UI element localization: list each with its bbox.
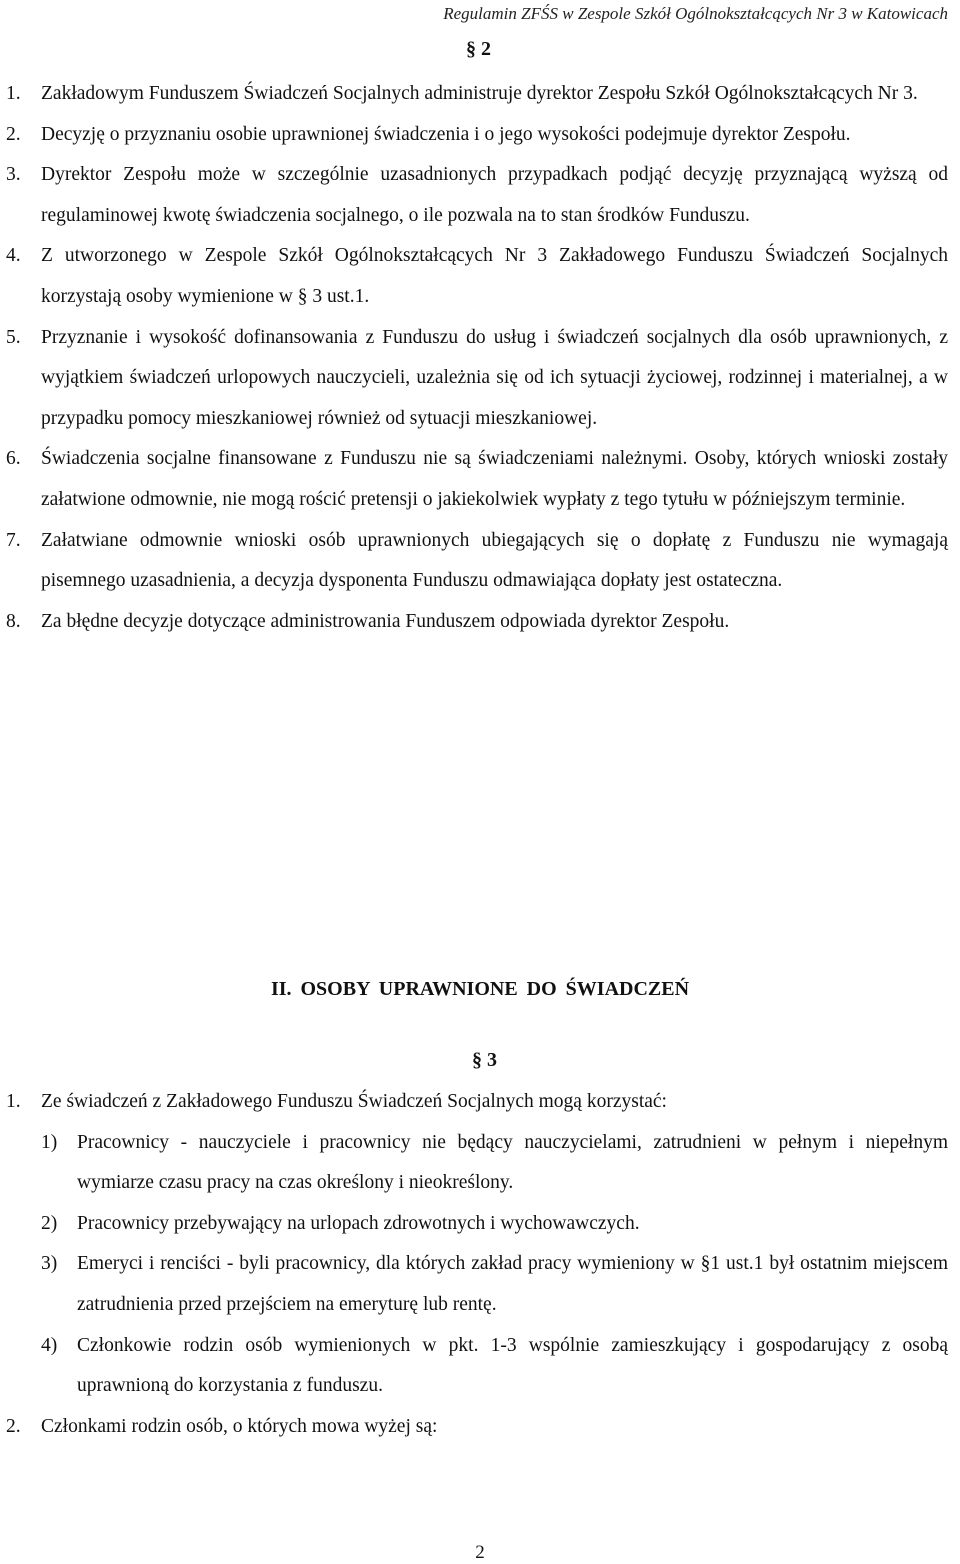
section-mark-2: § 2: [466, 38, 491, 60]
item-text: Decyzję o przyznaniu osobie uprawnionej świadczenia i o jego wysokości podejmuje dyrektor Zespołu.: [41, 123, 851, 145]
sub-item-text: Członkowie rodzin osób wymienionych w pkt. 1-3 wspólnie zamieszkujący i gospodarujący z osobą uprawnioną do korzystania z funduszu.: [77, 1334, 948, 1397]
item-number: 3.: [6, 164, 21, 186]
chapter-heading: II. OSOBY UPRAWNIONE DO ŚWIADCZEŃ: [270, 978, 690, 1000]
item-number: 5.: [6, 326, 21, 348]
list-item: [6, 74, 948, 115]
list-item: [6, 155, 948, 236]
list-item: [6, 439, 948, 520]
list-item: [6, 236, 948, 317]
page-number: 2: [475, 1542, 485, 1563]
item-text: Za błędne decyzje dotyczące administrowania Funduszem odpowiada dyrektor Zespołu.: [41, 610, 730, 632]
sub-item-number: 1): [41, 1131, 58, 1153]
sub-item-text: Emeryci i renciści - byli pracownicy, dla których zakład pracy wymieniony w §1 ust.1 był ostatnim miejscem zatrudnienia przed przejściem na emeryturę lub rentę.: [77, 1253, 948, 1315]
sub-list-item: [6, 1326, 948, 1407]
item-number: 2.: [6, 123, 21, 145]
item-number: 6.: [6, 448, 21, 470]
item-text: Ze świadczeń z Zakładowego Funduszu Świadczeń Socjalnych mogą korzystać:: [41, 1091, 667, 1112]
item-text: Świadczenia socjalne finansowane z Funduszu nie są świadczeniami należnymi. Osoby, których wnioski zostały załatwione odmownie, nie mogą rościć pretensji o jakiekolwiek wypłaty z tego tytułu w późniejszym terminie.: [41, 448, 948, 510]
item-text: Zakładowym Funduszem Świadczeń Socjalnych administruje dyrektor Zespołu Szkół Ogólnokształcących Nr 3.: [41, 83, 918, 104]
sub-list-item: [6, 1204, 948, 1245]
item-number: 1.: [6, 83, 21, 104]
list-item: [6, 318, 948, 440]
list-item: [6, 115, 948, 156]
item-number: 4.: [6, 245, 21, 267]
sub-item-text: Pracownicy - nauczyciele i pracownicy nie będący nauczycielami, zatrudnieni w pełnym i niepełnym wymiarze czasu pracy na czas określony i nieokreślony.: [77, 1131, 948, 1194]
list-item: [6, 1082, 948, 1123]
sub-item-number: 2): [41, 1212, 58, 1234]
item-number: 2.: [6, 1415, 21, 1437]
item-text: Załatwiane odmownie wnioski osób uprawnionych ubiegających się o dopłatę z Funduszu nie wymagają pisemnego uzasadnienia, a decyzja dysponenta Funduszu odmawiająca dopłaty jest ostateczna.: [41, 529, 948, 592]
item-number: 8.: [6, 610, 21, 632]
list-item: [6, 521, 948, 602]
section-2-list: [6, 74, 948, 642]
sub-list-item: [6, 1123, 948, 1204]
sub-item-number: 3): [41, 1253, 58, 1275]
list-item: [6, 1407, 948, 1448]
sub-item-text: Pracownicy przebywający na urlopach zdrowotnych i wychowawczych.: [77, 1212, 640, 1234]
item-number: 1.: [6, 1091, 21, 1112]
item-text: Z utworzonego w Zespole Szkół Ogólnokształcących Nr 3 Zakładowego Funduszu Świadczeń Socjalnych korzystają osoby wymienione w § 3 ust.1.: [41, 245, 948, 307]
item-text: Członkami rodzin osób, o których mowa wyżej są:: [41, 1415, 438, 1437]
list-item: [6, 602, 948, 643]
item-text: Przyznanie i wysokość dofinansowania z Funduszu do usług i świadczeń socjalnych dla osób uprawnionych, z wyjątkiem świadczeń urlopowych nauczycieli, uzależnia się od ich sytuacji życiowej, rodzinnej i materialnej, a w przypadku pomocy mieszkaniowej również od sytuacji mieszkaniowej.: [41, 326, 948, 429]
running-header: Regulamin ZFŚS w Zespole Szkół Ogólnokształcących Nr 3 w Katowicach: [443, 4, 948, 23]
item-number: 7.: [6, 529, 21, 551]
section-mark-3: § 3: [472, 1049, 497, 1071]
sub-item-number: 4): [41, 1334, 58, 1356]
sub-list-item: [6, 1244, 948, 1325]
item-text: Dyrektor Zespołu może w szczególnie uzasadnionych przypadkach podjąć decyzję przyznającą wyższą od regulaminowej kwotę świadczenia socjalnego, o ile pozwala na to stan środków Funduszu.: [41, 164, 948, 226]
section-3-list: [6, 1082, 948, 1447]
